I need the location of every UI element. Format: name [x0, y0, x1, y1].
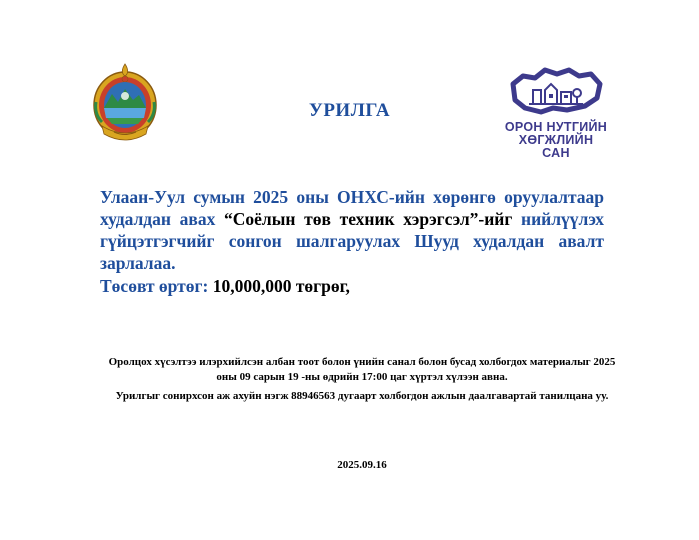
budget-value: 10,000,000 төгрөг, — [212, 276, 350, 296]
announcement-text — [100, 186, 604, 274]
budget — [100, 275, 350, 297]
fund-name-line-1: ОРОН НУТГИЙН — [504, 120, 608, 134]
contact-paragraph: Урилгыг сонирхсон аж ахуйн нэгж 88946563 дугаарт холбогдон ажлын даалгавартай танилцана уу. — [115, 390, 609, 402]
announcement-line-2a: худалдан авах — [100, 209, 225, 229]
announcement-line-4: зарлалаа. — [100, 253, 176, 273]
fund-name-line-3: САН — [542, 146, 570, 160]
announcement-line-2c: нийлүүлэх — [512, 209, 604, 229]
announcement-item-name: “Соёлын төв техник хэрэгсэл”-ийг — [224, 209, 513, 229]
announcement-line-1: Улаан-Уул сумын 2025 оны ОНХС-ийн хөрөнгө оруулалтаар — [100, 187, 604, 207]
page-title: УРИЛГА — [308, 100, 391, 121]
fund-name-line-2: ХӨГЖЛИЙН — [518, 133, 594, 147]
announcement-line-2 — [100, 208, 604, 230]
budget-label: Төсөвт өртөг: — [100, 276, 209, 296]
announcement-line-3: гүйцэтгэгчийг сонгон шалгаруулах Шууд худалдан авалт — [100, 231, 604, 251]
fund-name — [498, 121, 614, 160]
submission-paragraph: Оролцох хүсэлтээ илэрхийлсэн албан тоот болон үнийн санал болон бусад холбогдох материалыг 2025 оны 09 сарын 19 -ны өдрийн 17:00 цаг хүртэл хүлээн авна. — [108, 356, 616, 383]
announcement-date: 2025.09.16 — [337, 459, 387, 471]
